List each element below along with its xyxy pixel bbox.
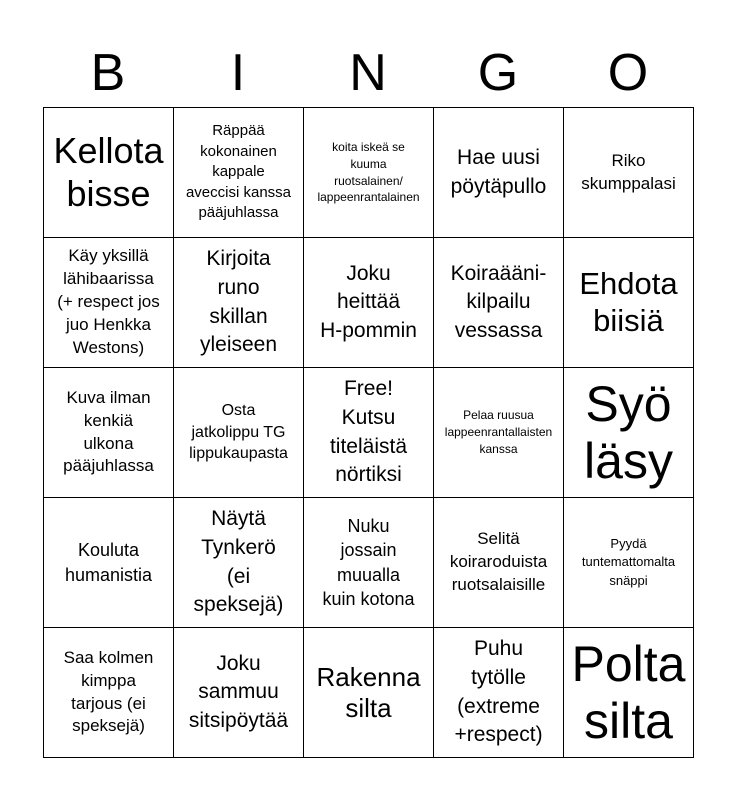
bingo-cell-text: koita iskeä se kuuma ruotsalainen/ lappeenrantalainen (317, 139, 420, 205)
bingo-cell-r3-c4[interactable] (434, 368, 564, 498)
header-letter-n: N (349, 44, 387, 102)
bingo-cell-text: Pelaa ruusua lappeenrantallaisten kanssa (444, 408, 553, 456)
header-letter-o: O (607, 44, 649, 102)
bingo-cell-text: Pyydä tuntemattomalta snäppi (581, 536, 676, 588)
bingo-cell-text: Räppää kokonainen kappale aveccisi kanssa pääjuhlassa (185, 122, 292, 222)
bingo-cell-text: Kuva ilman kenkiä ulkona pääjuhlassa (63, 387, 154, 476)
header-letter-b: B (90, 44, 126, 102)
bingo-cell-text: Polta silta (571, 635, 686, 749)
bingo-cell-r1-c5[interactable] (564, 108, 694, 238)
bingo-cell-r1-c3[interactable] (304, 108, 434, 238)
bingo-cell-r4-c2[interactable] (174, 498, 304, 628)
bingo-cell-r1-c4[interactable] (434, 108, 564, 238)
bingo-cell-r5-c1[interactable] (44, 628, 174, 758)
bingo-cell-r5-c5[interactable] (564, 628, 694, 758)
bingo-cell-r2-c4[interactable] (434, 238, 564, 368)
bingo-cell-r4-c4[interactable] (434, 498, 564, 628)
bingo-cell-text: Näytä Tynkerö (ei speksejä) (193, 507, 284, 617)
bingo-cell-r2-c3[interactable] (304, 238, 434, 368)
bingo-cell-text: Saa kolmen kimppa tarjous (ei speksejä) (63, 647, 154, 736)
bingo-cell-r5-c4[interactable] (434, 628, 564, 758)
bingo-cell-r4-c5[interactable] (564, 498, 694, 628)
bingo-cell-text: Puhu tytölle (extreme +respect) (454, 637, 543, 747)
bingo-cell-text: Riko skumppalasi (581, 150, 676, 193)
bingo-cell-text: Rakenna silta (316, 662, 421, 723)
bingo-cell-text: Kellota bisse (53, 130, 164, 214)
bingo-cell-r4-c1[interactable] (44, 498, 174, 628)
bingo-cell-text: Käy yksillä lähibaarissa (+ respect jos juo Henkka Westons) (57, 246, 160, 357)
bingo-cell-r2-c2[interactable] (174, 238, 304, 368)
bingo-cell-text: Joku sammuu sitsipöytää (188, 651, 289, 732)
header-letter-g: G (477, 44, 519, 102)
bingo-cell-text: Selitä koiraroduista ruotsalaisille (449, 529, 548, 594)
bingo-cell-text: Syö läsy (584, 375, 673, 489)
bingo-cell-r2-c5[interactable] (564, 238, 694, 368)
bingo-cell-r5-c2[interactable] (174, 628, 304, 758)
bingo-cell-text: Hae uusi pöytäpullo (450, 145, 547, 198)
bingo-cell-text: Ehdota biisiä (579, 266, 678, 338)
bingo-board (43, 107, 694, 758)
bingo-cell-r1-c2[interactable] (174, 108, 304, 238)
bingo-cell-text: Free! Kutsu titeläistä nörtiksi (329, 377, 408, 487)
header-letter-i: I (230, 44, 246, 102)
bingo-cell-r4-c3[interactable] (304, 498, 434, 628)
bingo-cell-text: Osta jatkolippu TG lippukaupasta (189, 401, 288, 463)
bingo-cell-text: Joku heittää H-pommin (320, 261, 417, 342)
bingo-cell-r1-c1[interactable] (44, 108, 174, 238)
bingo-cell-r3-c3[interactable] (304, 368, 434, 498)
bingo-cell-r3-c2[interactable] (174, 368, 304, 498)
bingo-cell-r3-c1[interactable] (44, 368, 174, 498)
bingo-header (43, 38, 693, 108)
bingo-cell-r3-c5[interactable] (564, 368, 694, 498)
bingo-cell-text: Nuku jossain muualla kuin kotona (322, 515, 415, 609)
bingo-cell-text: Kouluta humanistia (64, 540, 153, 585)
bingo-cell-text: Koiraääni- kilpailu vessassa (450, 261, 547, 342)
bingo-cell-text: Kirjoita runo skillan yleiseen (199, 247, 278, 357)
bingo-cell-r2-c1[interactable] (44, 238, 174, 368)
bingo-cell-r5-c3[interactable] (304, 628, 434, 758)
